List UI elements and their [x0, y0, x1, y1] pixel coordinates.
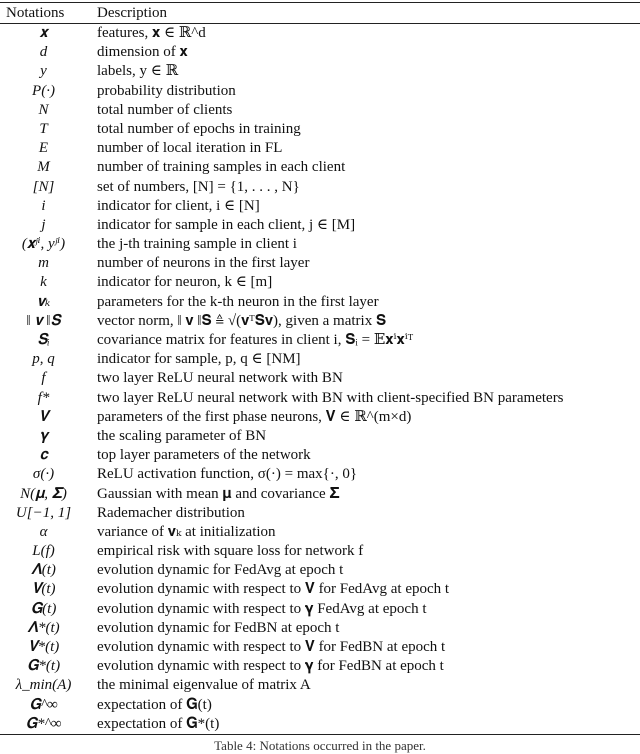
description-cell: indicator for sample, p, q ∈ [NM]: [97, 351, 301, 368]
description-cell: ReLU activation function, σ(·) = max{·, 0}: [97, 466, 358, 483]
table-row: [0, 619, 640, 638]
description-cell: Gaussian with mean 𝛍 and covariance 𝚺: [97, 485, 340, 502]
description-cell: number of neurons in the first layer: [97, 255, 310, 272]
description-cell: the j-th training sample in client i: [97, 236, 297, 253]
notation-cell: 𝐆*(t): [26, 658, 61, 675]
table-row: [0, 197, 640, 216]
notation-cell: λ_min(A): [15, 677, 72, 694]
table-row: [0, 580, 640, 599]
description-cell: empirical risk with square loss for network f: [97, 543, 364, 560]
table-row: [0, 715, 640, 734]
notation-cell: y: [40, 63, 47, 80]
notation-header: Notations: [6, 5, 65, 21]
description-cell: two layer ReLU neural network with BN: [97, 370, 343, 387]
notation-cell: N(𝛍, 𝚺): [20, 485, 67, 502]
description-cell: expectation of 𝐆(t): [97, 696, 212, 713]
table-row: [0, 696, 640, 715]
description-cell: evolution dynamic with respect to 𝐕 for FedAvg at epoch t: [97, 581, 450, 598]
description-cell: vector norm, ‖ 𝐯 ‖𝐒 ≜ √(𝐯ᵀ𝐒𝐯), given a matrix 𝐒: [97, 312, 387, 329]
notation-cell: 𝐱: [39, 25, 48, 41]
table-row: [0, 43, 640, 62]
notation-cell: [N]: [32, 178, 55, 195]
notation-cell: f*: [37, 389, 50, 406]
notation-cell: α: [39, 523, 48, 540]
table-caption: Table 4: Notations occurred in the paper.: [214, 738, 426, 753]
table-row: [0, 657, 640, 676]
notation-cell: 𝐯ₖ: [36, 293, 51, 310]
description-cell: number of local iteration in FL: [97, 140, 283, 157]
notation-cell: 𝐜: [39, 447, 48, 464]
table-row: [0, 638, 640, 657]
description-cell: evolution dynamic for FedBN at epoch t: [97, 619, 340, 636]
table-row: [0, 523, 640, 542]
description-cell: probability distribution: [97, 82, 236, 99]
description-cell: parameters of the first phase neurons, 𝐕 ∈ ℝ^(m×d): [97, 408, 412, 425]
table-row: [0, 331, 640, 350]
description-cell: top layer parameters of the network: [97, 447, 311, 464]
table-row: [0, 293, 640, 312]
notation-cell: 𝐆^∞: [29, 696, 58, 713]
table-row: [0, 178, 640, 197]
table-row: [0, 542, 640, 561]
description-cell: indicator for client, i ∈ [N]: [97, 197, 260, 214]
notation-cell: N: [38, 101, 49, 118]
description-cell: set of numbers, [N] = {1, . . . , N}: [97, 178, 300, 195]
table-row: [0, 485, 640, 504]
table-row: [0, 158, 640, 177]
notation-cell: P(·): [32, 82, 55, 99]
table-row: [0, 427, 640, 446]
notation-cell: k: [40, 274, 47, 291]
table-row: [0, 389, 640, 408]
table-row: [0, 139, 640, 158]
notation-cell: E: [38, 140, 49, 157]
notation-cell: 𝐕*(t): [27, 639, 60, 655]
notation-cell: 𝐆*^∞: [25, 715, 62, 732]
description-cell: two layer ReLU neural network with BN with client-specified BN parameters: [97, 389, 564, 406]
table-row: [0, 408, 640, 427]
table-row: [0, 312, 640, 331]
notation-cell: 𝚲*(t): [27, 619, 60, 636]
table-row: [0, 465, 640, 484]
table-row: [0, 24, 640, 43]
description-cell: parameters for the k-th neuron in the first layer: [97, 293, 379, 310]
notation-cell: 𝐕(t): [31, 581, 56, 598]
notation-cell: M: [37, 159, 50, 176]
table-row: [0, 446, 640, 465]
description-cell: number of training samples in each client: [97, 159, 346, 176]
description-cell: total number of epochs in training: [97, 120, 301, 137]
description-cell: variance of 𝐯ₖ at initialization: [97, 523, 276, 540]
notation-cell: d: [39, 44, 48, 61]
notation-cell: p, q: [32, 351, 55, 368]
table-row: [0, 600, 640, 619]
notation-table: [0, 2, 640, 735]
description-cell: evolution dynamic with respect to 𝛄 FedAvg at epoch t: [97, 600, 427, 617]
description-cell: the scaling parameter of BN: [97, 427, 267, 444]
description-cell: labels, y ∈ ℝ: [97, 63, 179, 80]
description-cell: evolution dynamic for FedAvg at epoch t: [97, 562, 344, 579]
table-body: [0, 24, 640, 734]
table-row: [0, 504, 640, 523]
table-row: [0, 676, 640, 695]
table-row: [0, 350, 640, 369]
table-row: [0, 235, 640, 254]
description-cell: expectation of 𝐆*(t): [97, 715, 220, 732]
notation-cell: T: [39, 120, 48, 137]
table-row: [0, 369, 640, 388]
notation-cell: U[−1, 1]: [15, 504, 72, 521]
description-cell: Rademacher distribution: [97, 504, 245, 521]
description-cell: evolution dynamic with respect to 𝐕 for FedBN at epoch t: [97, 639, 446, 655]
table-row: [0, 120, 640, 139]
table-row: [0, 82, 640, 101]
table-row: [0, 273, 640, 292]
notation-cell: 𝐒ᵢ: [37, 332, 50, 348]
notation-cell: 𝚲(t): [31, 562, 56, 579]
description-cell: indicator for sample in each client, j ∈ [M]: [97, 216, 356, 233]
table-header: [0, 3, 640, 23]
description-cell: covariance matrix for features in client i, 𝐒ᵢ = 𝔼𝐱ⁱ𝐱ⁱᵀ: [97, 332, 414, 348]
notation-cell: L(f): [32, 543, 55, 560]
notation-cell: 𝐕: [38, 408, 49, 425]
table-row: [0, 216, 640, 235]
notation-cell: ‖ 𝐯 ‖𝐒: [26, 312, 61, 329]
table-row: [0, 254, 640, 273]
bottom-rule: [0, 734, 640, 735]
notation-cell: m: [38, 255, 49, 272]
description-cell: indicator for neuron, k ∈ [m]: [97, 274, 273, 291]
notation-cell: i: [41, 197, 46, 214]
notation-cell: σ(·): [32, 466, 55, 483]
notation-cell: j: [41, 216, 46, 233]
description-cell: the minimal eigenvalue of matrix A: [97, 677, 311, 694]
table-row: [0, 561, 640, 580]
description-cell: dimension of 𝐱: [97, 44, 188, 61]
notation-cell: f: [41, 370, 46, 387]
table-row: [0, 101, 640, 120]
notation-cell: 𝐆(t): [30, 600, 57, 617]
description-cell: features, 𝐱 ∈ ℝ^d: [97, 25, 206, 41]
notation-cell: 𝛄: [39, 427, 48, 444]
description-cell: total number of clients: [97, 101, 233, 118]
notation-cell: (𝐱ʲⁱ, yʲⁱ): [21, 236, 66, 253]
table-row: [0, 62, 640, 81]
description-header: Description: [97, 5, 167, 21]
description-cell: evolution dynamic with respect to 𝛄 for FedBN at epoch t: [97, 658, 444, 675]
